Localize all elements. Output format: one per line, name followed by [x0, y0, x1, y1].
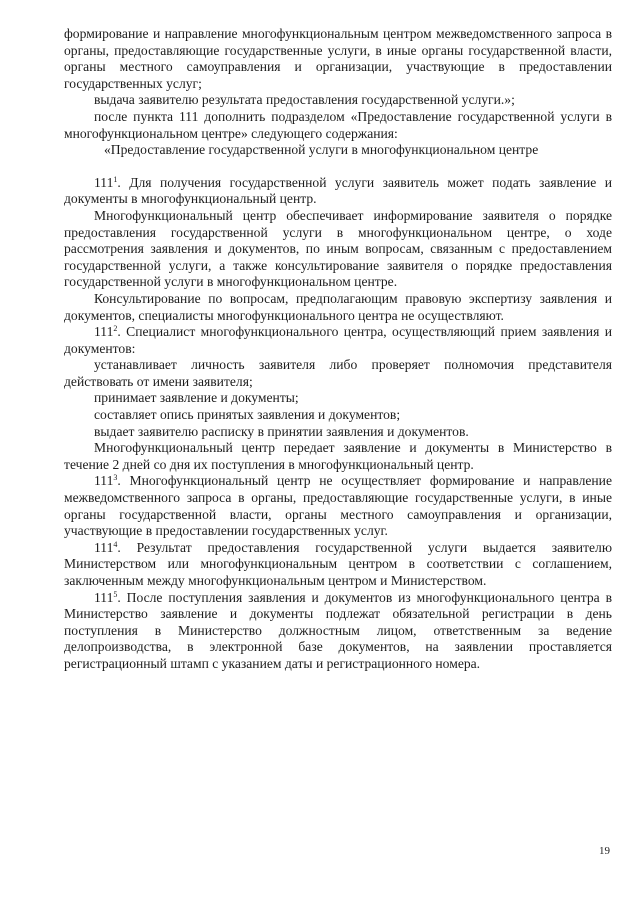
paragraph-text: формирование и направление многофункциональным центром межведомственного запроса в органы, предоставляющие государственные услуги, в иные органы государственной власти, органы местного самоуправления и организации, участвующие в предоставлении государственных услуг;	[64, 26, 612, 91]
paragraph	[64, 291, 612, 324]
paragraph	[64, 142, 612, 159]
paragraph-text: . Для получения государственной услуги заявитель может подать заявление и документы в многофункциональный центр.	[64, 174, 612, 207]
paragraph-text: . После поступления заявления и документов из многофункционального центра в Министерство заявление и документы подлежат обязательной регистрации в день поступления в Министерство должностным лицом, ответственным за ведение делопроизводства, в электронной базе документов, на заявлении проставляется регистрационный штамп с указанием даты и регистрационного номера.	[64, 589, 612, 671]
paragraph-number: 111	[94, 324, 114, 340]
paragraph	[64, 208, 612, 291]
paragraph-text: после пункта 111 дополнить подразделом «Предоставление государственной услуги в многофункциональном центре» следующего содержания:	[64, 108, 612, 141]
paragraph-text: . Результат предоставления государственной услуги выдается заявителю Министерством или многофункциональным центром в соответствии с соглашением, заключенным между многофункциональным центром и Министерством.	[64, 539, 612, 588]
paragraph-text: выдача заявителю результата предоставления государственной услуги.»;	[94, 92, 515, 108]
paragraph-number-superscript: 2	[113, 324, 118, 334]
paragraph-text: Многофункциональный центр передает заявление и документы в Министерство в течение 2 дней со дня их поступления в многофункциональный центр.	[64, 440, 612, 472]
paragraph-text: . Специалист многофункционального центра, осуществляющий прием заявления и документов:	[64, 324, 612, 356]
numbered-paragraph	[64, 540, 612, 590]
paragraph-text: принимает заявление и документы;	[94, 390, 299, 406]
paragraph-number-superscript: 5	[113, 589, 118, 599]
document-body	[64, 26, 612, 673]
paragraph-text: «Предоставление государственной услуги в многофункциональном центре	[104, 142, 539, 158]
numbered-paragraph	[64, 473, 612, 539]
paragraph-number: 111	[94, 473, 114, 489]
paragraph	[64, 407, 612, 424]
paragraph-text: Консультирование по вопросам, предполагающим правовую экспертизу заявления и документов, специалисты многофункционального центра не осуществляют.	[64, 290, 612, 323]
numbered-paragraph	[64, 590, 612, 673]
paragraph-number-superscript: 1	[113, 174, 118, 184]
paragraph	[64, 440, 612, 473]
paragraph-text: составляет опись принятых заявления и документов;	[94, 407, 401, 423]
numbered-paragraph	[64, 175, 612, 208]
paragraph-number: 111	[94, 539, 114, 555]
paragraph	[64, 390, 612, 407]
paragraph-number-superscript: 3	[113, 473, 118, 483]
page-number: 19	[599, 845, 610, 857]
paragraph-number: 111	[94, 589, 114, 605]
paragraph-text: Многофункциональный центр обеспечивает информирование заявителя о порядке предоставления государственной услуги в многофункциональном центре, о ходе рассмотрения заявления и документов, по иным вопросам, связанным с предоставлением государственной услуги, а также консультирование заявителя о порядке предоставления государственной услуги в многофункциональном центре.	[64, 207, 612, 290]
paragraph-text: устанавливает личность заявителя либо проверяет полномочия представителя действовать от имени заявителя;	[64, 357, 612, 389]
paragraph-text: . Многофункциональный центр не осуществляет формирование и направление межведомственного запроса в органы, предоставляющие государственные услуги, в иные органы государственной власти, органы местного самоуправления и организации, участвующие в предоставлении государственных услуг.	[64, 473, 612, 539]
paragraph-text: выдает заявителю расписку в принятии заявления и документов.	[94, 423, 469, 439]
paragraph-number: 111	[94, 174, 114, 190]
paragraph	[64, 26, 612, 92]
spacer	[64, 159, 612, 175]
paragraph	[64, 357, 612, 390]
paragraph	[64, 109, 612, 142]
numbered-paragraph	[64, 324, 612, 357]
paragraph-number-superscript: 4	[113, 539, 118, 549]
paragraph	[64, 92, 612, 109]
paragraph	[64, 424, 612, 441]
